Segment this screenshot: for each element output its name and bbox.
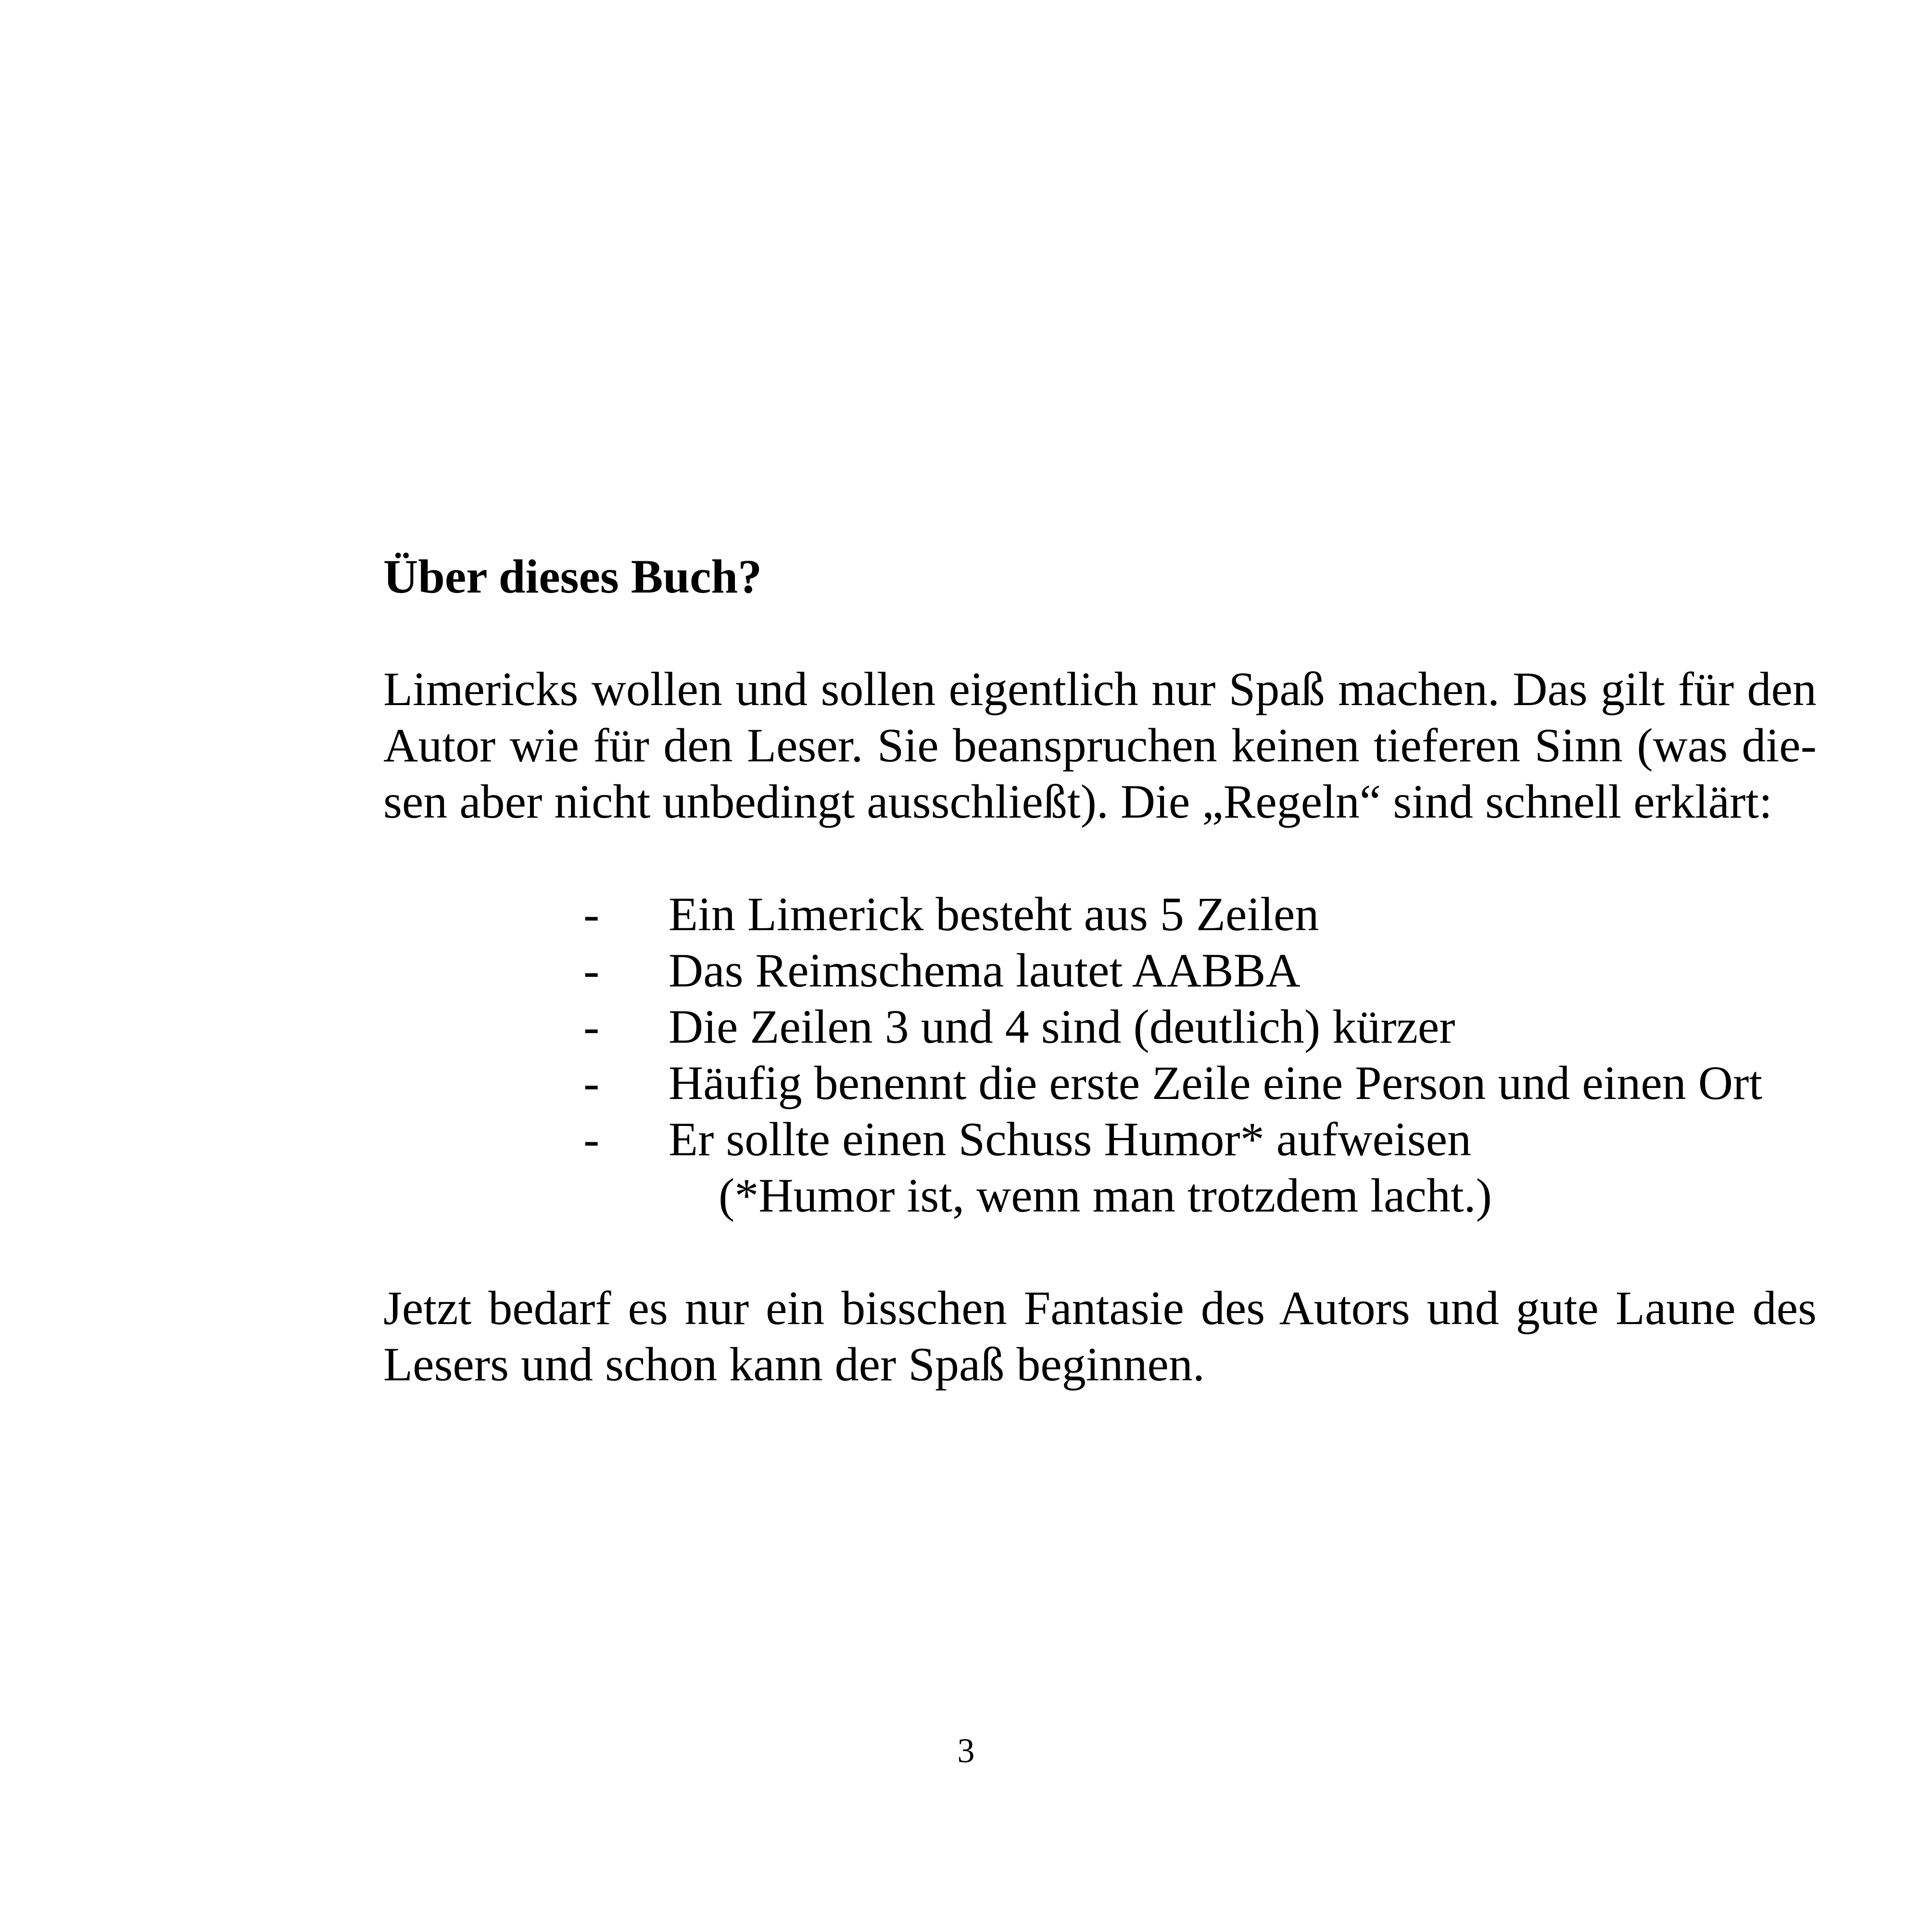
rule-dash: -	[583, 1000, 600, 1053]
rule-item	[383, 1111, 1817, 1167]
rule-dash: -	[583, 944, 600, 997]
page-number: 3	[957, 1731, 975, 1770]
outro-line-1: Jetzt bedarf es nur ein bisschen Fantasie des Autors und gute Laune des	[383, 1281, 1817, 1335]
rule-text: Das Reimschema lautet AABBA	[669, 944, 1301, 997]
outro-line-2: Lesers und schon kann der Spaß beginnen.	[383, 1338, 1205, 1391]
rule-text: Die Zeilen 3 und 4 sind (deutlich) kürzer	[669, 1000, 1455, 1053]
intro-line-1: Limericks wollen und sollen eigentlich nur Spaß machen. Das gilt für den	[383, 662, 1817, 716]
rule-text: Er sollte einen Schuss Humor* aufweisen	[669, 1112, 1472, 1166]
intro-line-2: Autor wie für den Leser. Sie beanspruchen keinen tieferen Sinn (was die-	[383, 719, 1817, 772]
rule-dash: -	[583, 887, 600, 941]
page-content	[383, 548, 1817, 1392]
rule-dash: -	[583, 1056, 600, 1110]
rule-text: Ein Limerick besteht aus 5 Zeilen	[669, 887, 1319, 941]
humor-footnote: (*Humor ist, wenn man trotzdem lacht.)	[719, 1169, 1492, 1222]
outro-paragraph	[383, 1280, 1817, 1392]
rule-dash: -	[583, 1112, 600, 1166]
rule-item	[383, 942, 1817, 998]
rule-text: Häufig benennt die erste Zeile eine Person und einen Ort	[669, 1056, 1763, 1110]
rule-item	[383, 886, 1817, 942]
rule-item	[383, 998, 1817, 1055]
rules-list	[383, 886, 1817, 1167]
intro-line-3: sen aber nicht unbedingt ausschließt). Die „Regeln“ sind schnell erklärt:	[383, 775, 1772, 828]
rule-item	[383, 1055, 1817, 1111]
intro-paragraph	[383, 661, 1817, 830]
section-heading: Über dieses Buch?	[383, 550, 762, 603]
